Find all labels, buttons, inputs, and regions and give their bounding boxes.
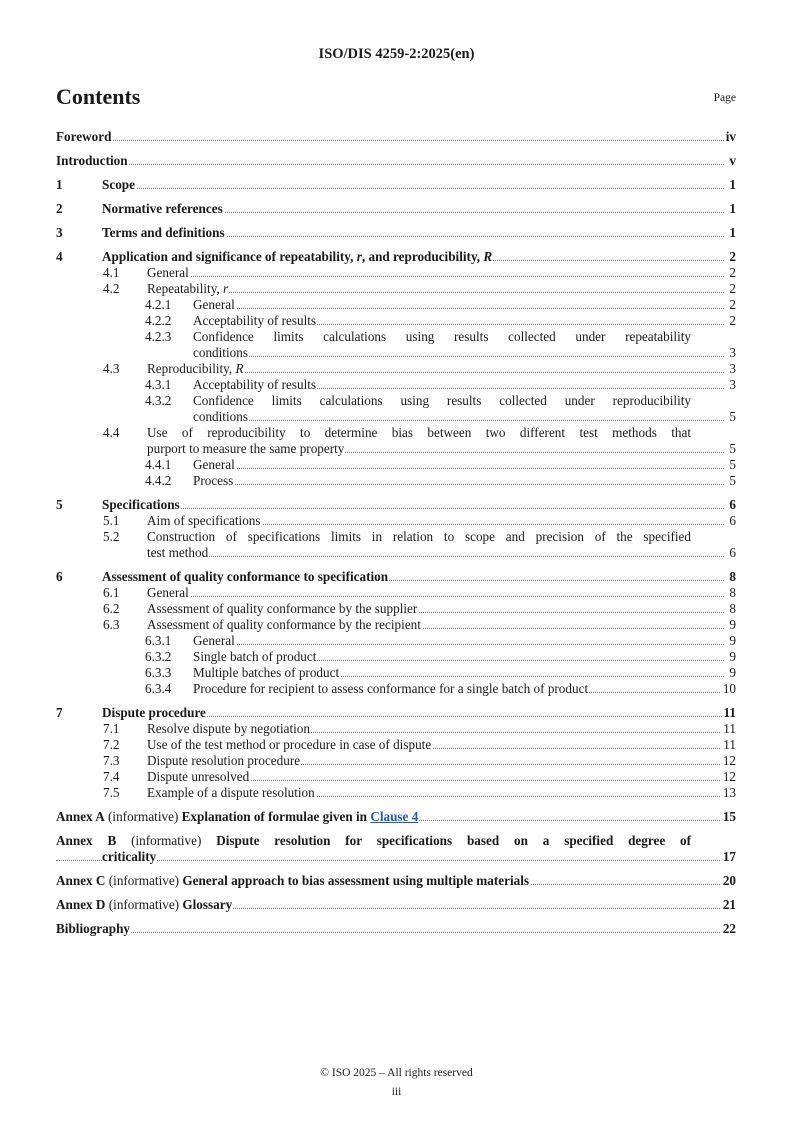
toc-entry-page: iv: [725, 129, 736, 144]
toc-entry-page: 8: [729, 569, 736, 584]
toc-text-segment: Scope: [102, 177, 135, 192]
toc-entry-number: 4.2: [103, 281, 120, 296]
toc-entry[interactable]: [56, 569, 736, 585]
toc-text-segment: Construction of specifications limits in relation to scope and precision of the specified: [147, 529, 691, 544]
toc-entry-number: 4.2.1: [145, 297, 172, 312]
toc-entry[interactable]: [56, 753, 736, 769]
toc-text-segment: Explanation of formulae given in: [181, 809, 371, 824]
toc-text-segment: r: [356, 249, 362, 264]
toc-entry-page: 9: [729, 665, 736, 680]
toc-entry-title: [193, 345, 249, 360]
toc-entry[interactable]: [56, 177, 736, 193]
toc-entry-number: 7.3: [103, 753, 120, 768]
toc-entry-title: [193, 329, 691, 344]
toc-entry-number: 5.2: [103, 529, 120, 544]
toc-text-segment: Dispute resolution procedure: [147, 753, 301, 768]
toc-entry-page: 13: [722, 785, 736, 800]
toc-text-segment: Procedure for recipient to assess conformance for a single batch of product: [193, 681, 589, 696]
toc-entry-number: 7: [56, 705, 63, 720]
toc-entry-title: [147, 753, 301, 768]
toc-entry[interactable]: [56, 873, 736, 889]
toc-text-segment: Acceptability of results: [193, 313, 317, 328]
toc-entry-page: 2: [729, 297, 736, 312]
toc-entry-page: 3: [729, 361, 736, 376]
toc-entry-title: [193, 665, 340, 680]
toc-entry-title: [193, 313, 317, 328]
toc-text-segment: Annex C: [56, 873, 106, 888]
toc-entry-page: 12: [722, 769, 736, 784]
toc-entry-title: [102, 705, 207, 720]
toc-entry[interactable]: [56, 633, 736, 649]
document-identifier: ISO/DIS 4259-2:2025(en): [318, 46, 475, 62]
toc-entry-number: 5.1: [103, 513, 120, 528]
toc-entry-title: [147, 785, 316, 800]
toc-entry[interactable]: [56, 897, 736, 913]
toc-entry-title: [56, 921, 131, 936]
toc-entry[interactable]: [56, 705, 736, 721]
toc-text-segment: Foreword: [56, 129, 112, 144]
toc-entry-number: 4.4.1: [145, 457, 172, 472]
toc-entry-title: [56, 897, 233, 912]
toc-entry-title: [56, 153, 129, 168]
toc-text-segment: test method: [147, 545, 209, 560]
page-number: iii: [391, 1086, 402, 1098]
toc-text-segment: , and reproducibility,: [361, 249, 484, 264]
toc-text-segment: Assessment of quality conformance by the recipient: [147, 617, 421, 632]
toc-text-segment: Glossary: [182, 897, 233, 912]
toc-entry-page: 2: [729, 313, 736, 328]
toc-entry-page: 5: [729, 457, 736, 472]
toc-text-segment: Bibliography: [56, 921, 131, 936]
toc-entry-page: 11: [723, 721, 736, 736]
toc-text-segment: General: [147, 265, 189, 280]
toc-entry[interactable]: [56, 377, 736, 393]
toc-entry[interactable]: [56, 425, 736, 457]
toc-entry-number: 4.4: [103, 425, 120, 440]
toc-text-segment: purport to measure the same property: [147, 441, 345, 456]
toc-entry-title: [193, 457, 236, 472]
toc-entry-page: 1: [729, 177, 736, 192]
toc-text-segment: Dispute procedure: [102, 705, 206, 720]
toc-text-segment: Process: [193, 473, 234, 488]
toc-entry-number: 2: [56, 201, 63, 216]
toc-entry[interactable]: [56, 785, 736, 801]
toc-text-segment: Single batch of product: [193, 649, 317, 664]
toc-entry-title: [56, 833, 691, 848]
toc-entry-page: 6: [729, 513, 736, 528]
toc-text-segment: Assessment of quality conformance to specification: [102, 569, 389, 584]
toc-entry[interactable]: [56, 297, 736, 313]
toc-text-segment: General approach to bias assessment using multiple materials: [182, 873, 530, 888]
toc-text-segment: Annex A: [56, 809, 105, 824]
toc-text-segment: Dispute resolution for specifications based on a specified degree of: [216, 833, 692, 848]
toc-entry-title: [147, 265, 190, 280]
toc-entry-number: 6: [56, 569, 63, 584]
toc-entry-page: 6: [729, 497, 736, 512]
toc-entry[interactable]: [56, 129, 736, 145]
toc-entry[interactable]: [56, 769, 736, 785]
toc-entry[interactable]: [56, 681, 736, 697]
toc-text-segment: General: [193, 297, 235, 312]
toc-entry[interactable]: [56, 361, 736, 377]
toc-entry[interactable]: [56, 649, 736, 665]
table-of-contents: [56, 129, 736, 937]
toc-entry-page: 1: [729, 225, 736, 240]
toc-text-segment: Application and significance of repeatability,: [102, 249, 357, 264]
toc-text-segment: Introduction: [56, 153, 128, 168]
toc-entry-page: 21: [722, 897, 736, 912]
toc-text-segment: Use of the test method or procedure in case of dispute: [147, 737, 432, 752]
toc-text-segment: General: [193, 633, 235, 648]
toc-entry-number: 6.3.3: [145, 665, 172, 680]
toc-entry-page: 11: [723, 737, 736, 752]
toc-entry-number: 6.3.2: [145, 649, 172, 664]
toc-entry[interactable]: [56, 249, 736, 265]
toc-entry[interactable]: [56, 281, 736, 297]
toc-entry-page: 8: [729, 585, 736, 600]
toc-entry-title: [102, 497, 181, 512]
toc-entry-page: 9: [729, 649, 736, 664]
toc-entry[interactable]: [56, 225, 736, 241]
toc-text-segment: Repeatability,: [147, 281, 224, 296]
toc-entry-number: 6.3: [103, 617, 120, 632]
toc-text-segment: Multiple batches of product: [193, 665, 340, 680]
toc-text-segment: Assessment of quality conformance by the supplier: [147, 601, 418, 616]
toc-entry-number: 1: [56, 177, 63, 192]
toc-entry-title: [193, 633, 236, 648]
toc-entry[interactable]: [56, 513, 736, 529]
toc-text-segment: Reproducibility,: [147, 361, 236, 376]
toc-entry-title: [147, 585, 190, 600]
toc-entry-title: [102, 201, 224, 216]
copyright-notice: © ISO 2025 – All rights reserved: [320, 1067, 473, 1079]
toc-entry-title: [147, 441, 345, 456]
toc-entry-title: [147, 721, 311, 736]
toc-entry-title: [147, 545, 209, 560]
toc-entry[interactable]: [56, 393, 736, 425]
toc-entry-title: [102, 569, 389, 584]
toc-text-segment: r: [223, 281, 229, 296]
toc-entry-page: 11: [723, 705, 736, 720]
toc-entry[interactable]: [56, 473, 736, 489]
toc-entry-title: [102, 177, 136, 192]
toc-entry-title: [102, 225, 226, 240]
toc-entry-page: 9: [729, 617, 736, 632]
toc-entry-number: 7.2: [103, 737, 120, 752]
toc-entry-number: 6.2: [103, 601, 120, 616]
toc-entry-number: 7.4: [103, 769, 120, 784]
toc-entry-page: 9: [729, 633, 736, 648]
toc-entry-number: 4.2.3: [145, 329, 172, 344]
toc-entry-number: 4.4.2: [145, 473, 172, 488]
toc-entry[interactable]: [56, 153, 736, 169]
toc-entry-number: 6.3.1: [145, 633, 172, 648]
toc-entry-title: [147, 281, 229, 296]
toc-text-segment: Annex B: [56, 833, 117, 848]
toc-entry[interactable]: [56, 601, 736, 617]
toc-text-segment: Example of a dispute resolution: [147, 785, 315, 800]
toc-text-segment: R: [235, 361, 244, 376]
toc-text-segment: (informative): [105, 873, 183, 888]
toc-entry-title: [56, 129, 112, 144]
toc-entry-title: [193, 297, 236, 312]
toc-text-segment: (informative): [116, 833, 217, 848]
toc-entry-number: 4.2.2: [145, 313, 172, 328]
toc-entry-page: v: [729, 153, 736, 168]
toc-entry-title: [147, 361, 245, 376]
toc-text-segment: Use of reproducibility to determine bias between two different test methods that: [147, 425, 691, 440]
toc-text-segment: Dispute unresolved: [147, 769, 250, 784]
toc-entry[interactable]: [56, 457, 736, 473]
toc-entry[interactable]: [56, 201, 736, 217]
toc-entry-page: 2: [729, 249, 736, 264]
toc-entry[interactable]: [56, 529, 736, 561]
toc-entry-title: [56, 809, 419, 824]
toc-entry-title: [147, 737, 432, 752]
toc-text-segment: conditions: [193, 409, 248, 424]
toc-entry-title: [147, 769, 250, 784]
toc-text-segment: (informative): [104, 809, 182, 824]
toc-entry-number: 6.3.4: [145, 681, 172, 696]
toc-text-segment: Confidence limits calculations using results collected under repeatability: [193, 329, 691, 344]
toc-entry-page: 5: [729, 441, 736, 456]
toc-entry-title: [147, 513, 262, 528]
toc-entry-number: 4: [56, 249, 63, 264]
toc-entry-page: 10: [722, 681, 736, 696]
toc-entry-page: 20: [722, 873, 736, 888]
toc-text-segment: General: [147, 585, 189, 600]
toc-text-segment: General: [193, 457, 235, 472]
toc-text-segment: Normative references: [102, 201, 223, 216]
toc-text-segment: Specifications: [102, 497, 180, 512]
toc-entry-title: [193, 681, 589, 696]
page-title: Contents: [56, 84, 141, 109]
toc-entry-number: 4.3.2: [145, 393, 172, 408]
toc-entry-number: 3: [56, 225, 63, 240]
toc-text-segment: criticality: [102, 849, 157, 864]
toc-text-segment: R: [483, 249, 493, 264]
toc-entry[interactable]: [56, 265, 736, 281]
toc-entry-page: 2: [729, 281, 736, 296]
toc-entry-page: 8: [729, 601, 736, 616]
toc-entry-title: [193, 409, 249, 424]
page-column-label: Page: [713, 92, 736, 104]
toc-entry-title: [193, 473, 234, 488]
toc-entry[interactable]: [56, 313, 736, 329]
toc-entry[interactable]: [56, 921, 736, 937]
toc-entry-title: [193, 649, 317, 664]
toc-entry[interactable]: [56, 665, 736, 681]
toc-entry-title: [193, 377, 317, 392]
toc-entry-page: 22: [722, 921, 736, 936]
toc-entry[interactable]: [56, 617, 736, 633]
toc-text-segment: (informative): [105, 897, 183, 912]
toc-entry-title: [147, 529, 691, 544]
toc-entry-page: 1: [729, 201, 736, 216]
clause-4-link[interactable]: Clause 4: [370, 809, 419, 824]
toc-entry[interactable]: [56, 721, 736, 737]
toc-text-segment: Resolve dispute by negotiation: [147, 721, 310, 736]
toc-text-segment: Acceptability of results: [193, 377, 317, 392]
toc-text-segment: Aim of specifications: [147, 513, 261, 528]
toc-entry-number: 7.5: [103, 785, 120, 800]
toc-entry-title: [56, 873, 530, 888]
toc-entry[interactable]: [56, 833, 736, 865]
toc-entry[interactable]: [56, 809, 736, 825]
toc-entry-title: [102, 849, 157, 864]
toc-entry-number: 6.1: [103, 585, 120, 600]
toc-entry-number: 4.3.1: [145, 377, 172, 392]
toc-entry-title: [147, 617, 422, 632]
toc-entry-number: 5: [56, 497, 63, 512]
toc-entry-page: 12: [722, 753, 736, 768]
toc-entry-number: 4.1: [103, 265, 120, 280]
toc-entry-title: [147, 601, 418, 616]
toc-entry-page: 2: [729, 265, 736, 280]
toc-entry-title: [102, 249, 493, 264]
toc-entry-page: 3: [729, 377, 736, 392]
toc-entry-page: 3: [729, 345, 736, 360]
toc-text-segment: Confidence limits calculations using results collected under reproducibility: [193, 393, 691, 408]
toc-entry[interactable]: [56, 497, 736, 513]
toc-entry-title: [193, 393, 691, 408]
toc-entry-title: [147, 425, 691, 440]
toc-entry-number: 4.3: [103, 361, 120, 376]
toc-entry-page: 17: [722, 849, 736, 864]
toc-text-segment: conditions: [193, 345, 248, 360]
toc-entry-page: 5: [729, 473, 736, 488]
toc-text-segment: Terms and definitions: [102, 225, 225, 240]
toc-text-segment: Annex D: [56, 897, 106, 912]
toc-entry-number: 7.1: [103, 721, 120, 736]
toc-entry-page: 6: [729, 545, 736, 560]
toc-entry-page: 15: [722, 809, 736, 824]
toc-entry[interactable]: [56, 737, 736, 753]
toc-entry[interactable]: [56, 329, 736, 361]
toc-entry[interactable]: [56, 585, 736, 601]
toc-entry-page: 5: [729, 409, 736, 424]
